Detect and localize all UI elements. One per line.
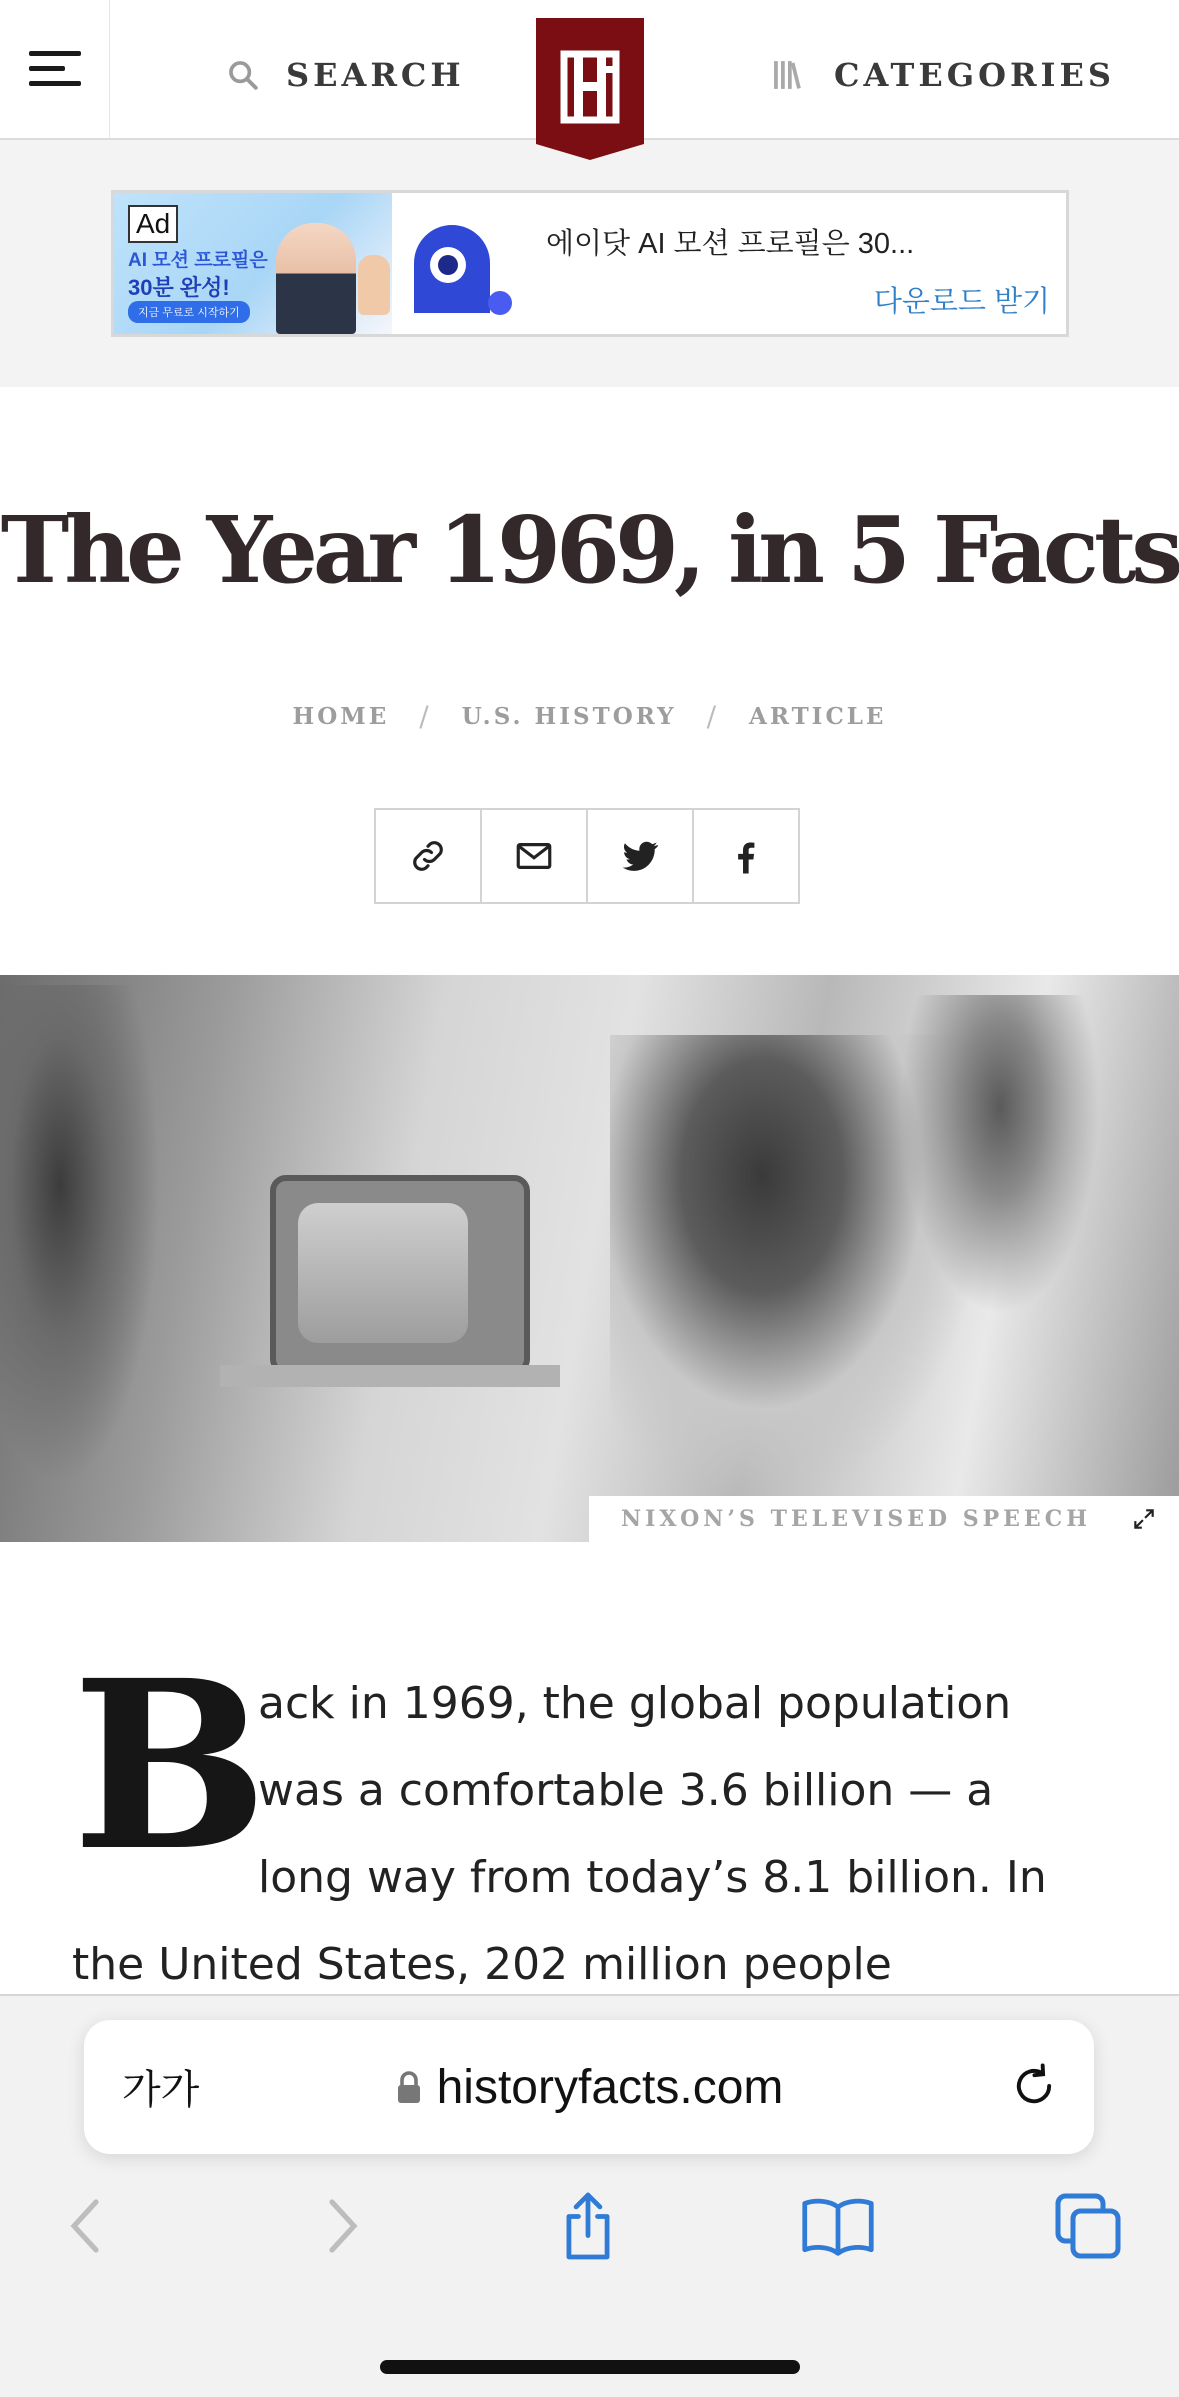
- link-icon: [407, 835, 449, 877]
- twitter-icon: [619, 835, 661, 877]
- body-line: ack in 1969, the global population: [258, 1678, 1012, 1729]
- chevron-left-icon: [66, 2196, 106, 2256]
- bookmarks-button[interactable]: [798, 2186, 878, 2266]
- facebook-share-button[interactable]: [692, 808, 800, 904]
- breadcrumb-article[interactable]: ARTICLE: [749, 703, 887, 730]
- history-facts-logo-icon[interactable]: [536, 18, 644, 160]
- ad-banner[interactable]: [111, 190, 1069, 337]
- ad-image-line2: 30분 완성!: [128, 275, 230, 300]
- twitter-share-button[interactable]: [586, 808, 694, 904]
- address-bar[interactable]: [84, 2020, 1094, 2154]
- body-line: the United States, 202 million people: [72, 1939, 892, 1990]
- menu-button[interactable]: [0, 0, 110, 138]
- article-body: [72, 1660, 1112, 2008]
- text-size-button[interactable]: 가가: [122, 2068, 200, 2112]
- url-display[interactable]: [84, 2020, 1094, 2154]
- book-icon: [800, 2195, 876, 2257]
- image-caption: NIXON’S TELEVISED SPEECH: [621, 1506, 1091, 1532]
- copy-link-button[interactable]: [374, 808, 482, 904]
- categories-label: CATEGORIES: [834, 56, 1116, 94]
- share-buttons: [374, 808, 798, 904]
- ad-app-icon: [404, 213, 514, 323]
- home-indicator[interactable]: [380, 2360, 800, 2374]
- breadcrumb-separator: /: [706, 700, 720, 733]
- hamburger-icon: [29, 51, 81, 87]
- article-hero-image: [0, 975, 1179, 1542]
- search-icon: [226, 58, 260, 92]
- photo-figure: [900, 995, 1100, 1315]
- categories-nav[interactable]: [772, 50, 1115, 100]
- image-caption-bar: [589, 1496, 1179, 1542]
- ad-person-image: [276, 223, 356, 334]
- body-line: was a comfortable 3.6 billion — a: [258, 1765, 994, 1816]
- breadcrumb-us-history[interactable]: U.S. HISTORY: [461, 703, 677, 730]
- article-title: The Year 1969, in 5 Facts: [0, 496, 1179, 604]
- expand-icon[interactable]: [1131, 1506, 1157, 1532]
- photo-table: [220, 1365, 560, 1387]
- email-share-button[interactable]: [480, 808, 588, 904]
- url-text: historyfacts.com: [436, 2060, 784, 2114]
- drop-cap: B: [72, 1629, 269, 1902]
- search-nav[interactable]: [226, 50, 465, 100]
- reload-icon[interactable]: [1008, 2060, 1060, 2112]
- share-icon: [557, 2190, 619, 2262]
- ad-title: 에이닷 AI 모션 프로필은 30...: [546, 228, 915, 260]
- back-button[interactable]: [46, 2186, 126, 2266]
- ad-download-button[interactable]: 다운로드 받기: [873, 286, 1050, 318]
- tabs-button[interactable]: [1048, 2186, 1128, 2266]
- body-line: long way from today’s 8.1 billion. In: [258, 1852, 1047, 1903]
- ad-image-line1: AI 모션 프로필은: [128, 250, 268, 271]
- breadcrumb: [0, 700, 1179, 733]
- ad-image-cta: 지금 무료로 시작하기: [128, 301, 250, 323]
- breadcrumb-home[interactable]: HOME: [292, 703, 390, 730]
- mail-icon: [513, 835, 555, 877]
- chevron-right-icon: [322, 2196, 362, 2256]
- forward-button[interactable]: [302, 2186, 382, 2266]
- ad-banner-area: [0, 140, 1179, 387]
- tabs-icon: [1053, 2191, 1123, 2261]
- facebook-icon: [725, 835, 767, 877]
- photo-television: [270, 1175, 530, 1375]
- search-label: SEARCH: [286, 56, 465, 94]
- browser-chrome: [0, 1994, 1179, 2397]
- share-button[interactable]: [548, 2186, 628, 2266]
- lock-icon: [395, 2069, 423, 2105]
- browser-toolbar: [0, 2186, 1179, 2266]
- ad-avatar-image: [358, 255, 390, 315]
- ad-image: [114, 193, 392, 334]
- ad-badge: Ad: [128, 205, 178, 243]
- categories-icon: [772, 58, 804, 92]
- photo-figure: [0, 985, 160, 1485]
- breadcrumb-separator: /: [419, 700, 432, 733]
